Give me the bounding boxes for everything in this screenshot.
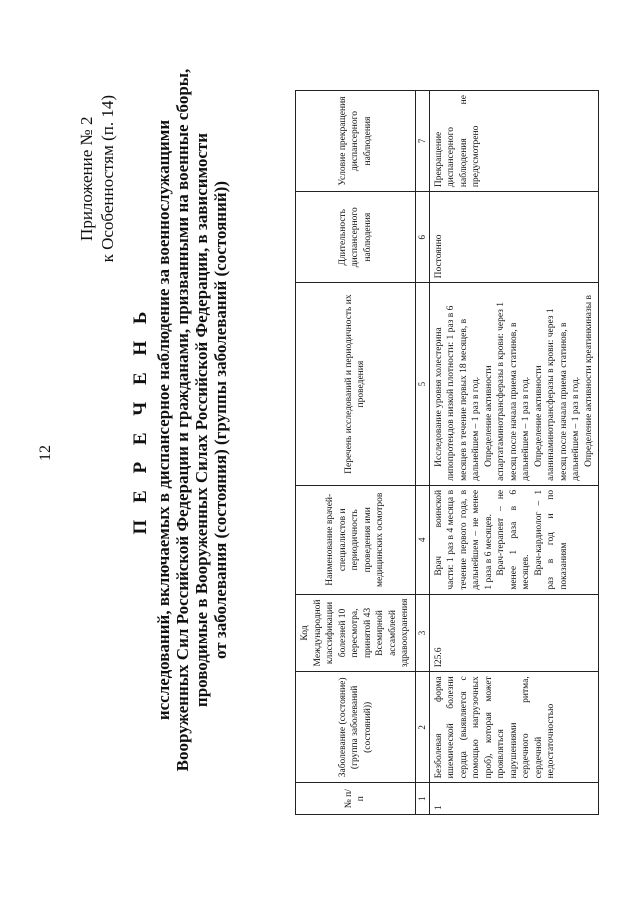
title-line-3: проводимые в Вооруженных Силах Российской Федерации, в зависимости (192, 132, 211, 708)
study-item: Определение активности креатинкиназы в (583, 295, 594, 467)
duration-cell: Постоянно (429, 192, 599, 283)
header-studies: Перечень исследований и периодичность их проведения (296, 283, 416, 485)
header-duration: Длительность диспансерного наблюдения (296, 192, 416, 283)
examinations-table (295, 90, 599, 815)
study-item: Определение активности аспартатаминотрансферазы в крови: через 1 месяц после начала приема статинов, в дальнейшем – 1 раз в год. (483, 301, 531, 481)
page-number: 12 (37, 445, 54, 461)
column-number: 1 (415, 783, 429, 815)
study-item: Исследование уровня холестерина липопротеидов низкой плотности: 1 раз в 6 месяцев в течение первых 18 месяцев, в дальнейшем – 1 раз в год. (433, 305, 481, 481)
column-number: 5 (415, 283, 429, 485)
column-number-row (415, 91, 429, 815)
studies-cell (429, 283, 599, 485)
document-title-block (128, 55, 230, 785)
document-title: П Е Р Е Ч Е Н Ь (130, 305, 151, 535)
icd-code-cell: I25.6 (429, 594, 599, 672)
column-number: 2 (415, 672, 429, 783)
table-header-row (296, 91, 416, 815)
study-item: Определение активности аланинаминотрансферазы в крови: через 1 месяц после начала приема статинов, в дальнейшем – 1 раз в год. (533, 308, 581, 481)
appendix-reference (76, 95, 118, 262)
row-number: 1 (429, 783, 599, 815)
header-disease: Заболевание (состояние) (группа заболеваний (состояний)) (296, 672, 416, 783)
condition-cell: Прекращение диспансерного наблюдения не предусмотрено (429, 91, 599, 192)
title-line-4: от заболевания (состояния) (группы заболеваний (состояний)) (211, 181, 230, 659)
appendix-number: Приложение № 2 (77, 116, 96, 241)
column-number: 6 (415, 192, 429, 283)
table-row (429, 91, 599, 815)
doctor-item: Врач-терапевт – не менее 1 раза в 6 месяцев. (496, 489, 531, 590)
header-icd-code: Код Международной классификации болезней 10 пересмотра, принятой 43 Всемирной ассамблеей здравоохранения (296, 594, 416, 672)
disease-cell: Безболевая форма ишемической болезни сердца (выявляется с помощью нагрузочных проб), которая может проявляться нарушениями сердечного ритма, сердечной недостаточностью (429, 672, 599, 783)
doctors-cell (429, 485, 599, 594)
title-line-1: исследований, включаемых в диспансерное наблюдение за военнослужащими (154, 119, 173, 721)
header-number: № п/п (296, 783, 416, 815)
column-number: 4 (415, 485, 429, 594)
column-number: 7 (415, 91, 429, 192)
appendix-clause: к Особенностям (п. 14) (98, 95, 117, 263)
doctor-item: Врач-кардиолог – 1 раз в год и по показаниям (533, 489, 569, 590)
doctor-item: Врач воинской части: 1 раз в 4 месяца в течение первого года, в дальнейшем – не менее 1 раза в 6 месяцев. (433, 489, 494, 590)
header-doctors: Наименование врачей-специалистов и периодичность проведения ими медицинских осмотров (296, 485, 416, 594)
column-number: 3 (415, 594, 429, 672)
title-line-2: Вооруженных Сил Российской Федерации и гражданами, призванными на военные сборы, (173, 68, 192, 772)
header-condition: Условие прекращения диспансерного наблюдения (296, 91, 416, 192)
